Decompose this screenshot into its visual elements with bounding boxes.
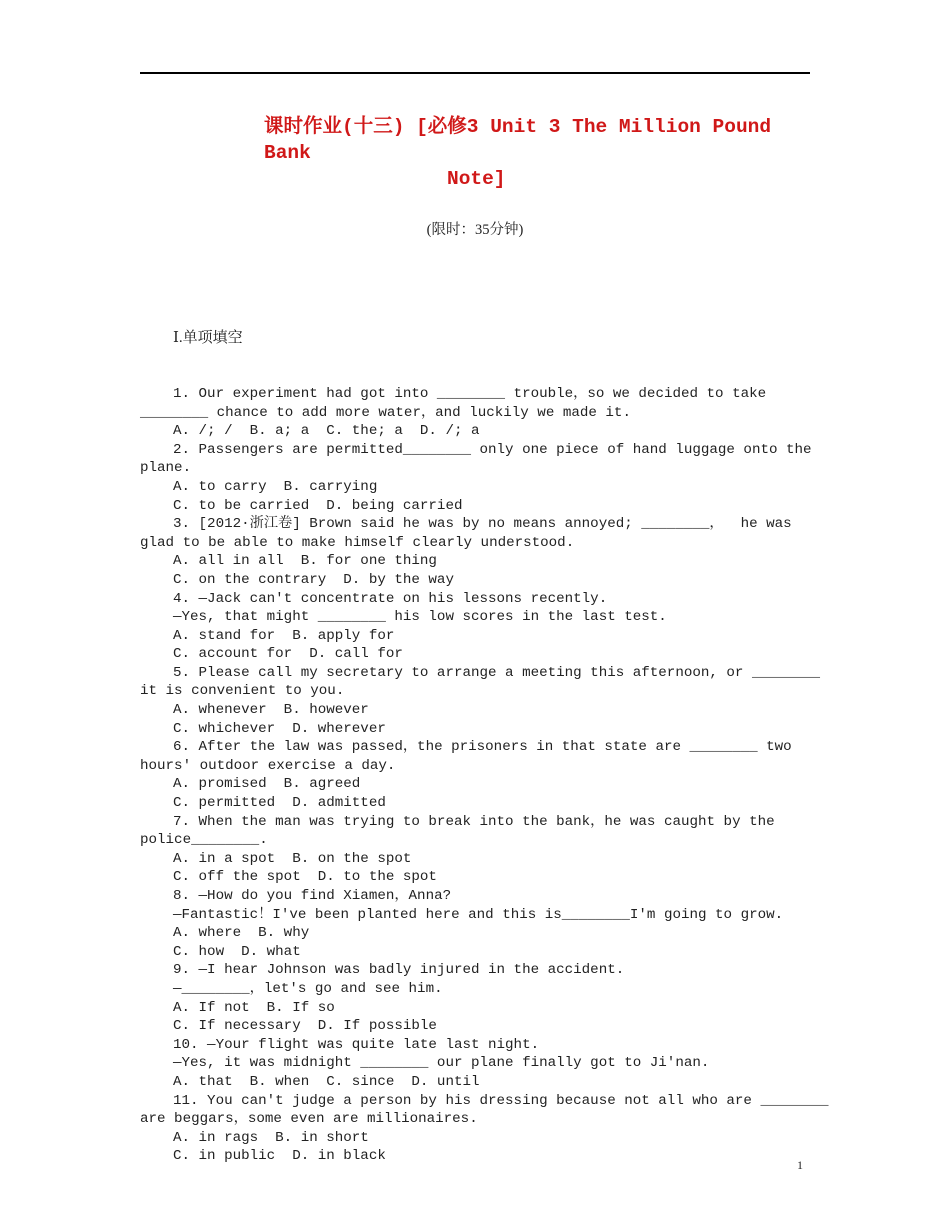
text-line: 9. —I hear Johnson was badly injured in the accident. bbox=[173, 962, 625, 979]
text-line: 11. You can't judge a person by his dressing because not all who are ________ bbox=[173, 1092, 829, 1109]
title-line-2: Note] bbox=[447, 168, 506, 190]
text-line: plane. bbox=[140, 460, 192, 477]
text-line: A. If not B. If so bbox=[173, 999, 335, 1016]
text-line: 6. After the law was passed，the prisoners in that state are ________ two bbox=[173, 739, 792, 756]
text-line: C. off the spot D. to the spot bbox=[173, 869, 437, 886]
exercise-body bbox=[140, 292, 829, 1185]
page-number: 1 bbox=[797, 1158, 803, 1172]
text-line: C. how D. what bbox=[173, 943, 301, 960]
text-line: glad to be able to make himself clearly understood. bbox=[140, 534, 575, 551]
text-line: A. where B. why bbox=[173, 925, 310, 942]
question-list bbox=[140, 385, 829, 1166]
text-line: —Yes, it was midnight ________ our plane finally got to Ji'nan. bbox=[173, 1055, 710, 1072]
text-line: hours' outdoor exercise a day. bbox=[140, 757, 396, 774]
text-line: —Yes, that might ________ his low scores in the last test. bbox=[173, 609, 667, 626]
text-line: 10. —Your flight was quite late last night. bbox=[173, 1036, 540, 1053]
text-line: A. to carry B. carrying bbox=[173, 478, 378, 495]
page-title bbox=[140, 114, 810, 192]
text-line: A. promised B. agreed bbox=[173, 776, 361, 793]
text-line: 4. —Jack can't concentrate on his lessons recently. bbox=[173, 590, 608, 607]
text-line: A. in a spot B. on the spot bbox=[173, 850, 412, 867]
text-line: A. /; / B. a; a C. the; a D. /; a bbox=[173, 423, 480, 440]
text-line: C. If necessary D. If possible bbox=[173, 1018, 437, 1035]
text-line: 7. When the man was trying to break into the bank，he was caught by the bbox=[173, 813, 775, 830]
time-limit: (限时：35分钟) bbox=[426, 222, 524, 238]
text-line: ________ chance to add more water，and luckily we made it. bbox=[140, 404, 631, 421]
header-rule bbox=[140, 72, 810, 74]
text-line: C. to be carried D. being carried bbox=[173, 497, 463, 514]
text-line: 3. [2012·浙江卷] Brown said he was by no means annoyed; ________， he was bbox=[173, 516, 792, 533]
text-line: C. permitted D. admitted bbox=[173, 795, 386, 812]
text-line: A. in rags B. in short bbox=[173, 1129, 369, 1146]
text-line: are beggars，some even are millionaires. bbox=[140, 1111, 478, 1128]
text-line: —Fantastic！I've been planted here and this is________I'm going to grow. bbox=[173, 906, 784, 923]
text-line: 2. Passengers are permitted________ only one piece of hand luggage onto the bbox=[173, 441, 812, 458]
text-line: 1. Our experiment had got into ________ trouble，so we decided to take bbox=[173, 385, 767, 402]
text-line: 8. —How do you find Xiamen，Anna? bbox=[173, 888, 452, 904]
text-line: 5. Please call my secretary to arrange a meeting this afternoon, or ________ bbox=[173, 664, 821, 681]
text-line: C. whichever D. wherever bbox=[173, 720, 386, 737]
text-line: it is convenient to you. bbox=[140, 683, 345, 700]
title-line-1: 课时作业(十三) [必修3 Unit 3 The Million Pound Bank bbox=[264, 116, 772, 164]
text-line: A. stand for B. apply for bbox=[173, 627, 395, 644]
text-line: C. account for D. call for bbox=[173, 646, 403, 663]
text-line: A. whenever B. however bbox=[173, 702, 369, 719]
section-heading: Ⅰ.单项填空 bbox=[173, 330, 243, 347]
text-line: A. that B. when C. since D. until bbox=[173, 1073, 480, 1090]
text-line: C. on the contrary D. by the way bbox=[173, 571, 454, 588]
text-line: —________，let's go and see him. bbox=[173, 980, 443, 997]
text-line: police________. bbox=[140, 832, 268, 849]
text-line: A. all in all B. for one thing bbox=[173, 553, 437, 570]
text-line: C. in public D. in black bbox=[173, 1148, 386, 1165]
